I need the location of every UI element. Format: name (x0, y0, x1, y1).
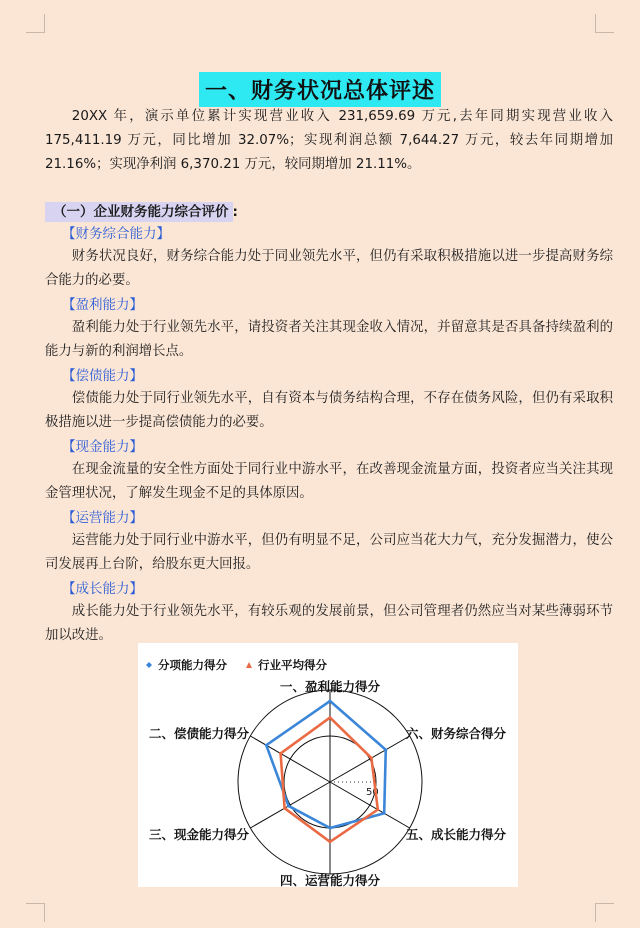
tick-label-50: 50 (366, 787, 379, 798)
crop-mark-bottom-right (595, 903, 614, 922)
axis-label-5: 三、现金能力得分 (148, 827, 250, 842)
series-2-point-4 (329, 840, 332, 843)
section-heading-text: （一）企业财务能力综合评价 (45, 202, 233, 222)
crop-mark-top-left (26, 14, 45, 33)
radar-chart (138, 643, 518, 887)
series-2-point-6 (279, 752, 282, 755)
axis-label-6: 二、偿债能力得分 (148, 726, 250, 741)
axis-line-2 (330, 736, 410, 782)
radar-chart-svg (138, 643, 518, 887)
tag-growth: 【成长能力】 (62, 581, 143, 597)
text-cash: 在现金流量的安全性方面处于同行业中游水平，在改善现金流量方面，投资者应当关注其现金管理状况，了解发生现金不足的具体原因。 (45, 462, 613, 501)
legend-marker-2 (246, 662, 252, 668)
intro-paragraph: 20XX 年，演示单位累计实现营业收入 231,659.69 万元,去年同期实现营业收入 175,411.19 万元，同比增加 32.07%；实现利润总额 7,644.27 万元，较去年同期增加 21.16%；实现净利润 6,370.21 万元，较同期增加 21.11%。 (45, 109, 613, 172)
text-profitability: 盈利能力处于行业领先水平，请投资者关注其现金收入情况，并留意其是否具备持续盈利的能力与新的利润增长点。 (45, 320, 613, 359)
text-solvency: 偿债能力处于同行业领先水平，自有资本与债务结构合理，不存在债务风险，但仍有采取积极措施以进一步提高偿债能力的必要。 (45, 391, 613, 430)
tag-solvency: 【偿债能力】 (62, 368, 143, 384)
series-1-point-5 (287, 804, 290, 807)
text-financial-overall: 财务状况良好，财务综合能力处于同业领先水平，但仍有采取积极措施以进一步提高财务综合能力的必要。 (45, 249, 613, 288)
series-1-point-4 (329, 827, 332, 830)
legend-label-2: 行业平均得分 (258, 658, 327, 672)
axis-line-6 (250, 736, 330, 782)
tag-operation: 【运营能力】 (62, 510, 143, 526)
crop-mark-top-right (595, 14, 614, 33)
legend-marker-1 (146, 662, 152, 668)
axis-label-2: 六、财务综合得分 (405, 726, 507, 741)
axis-label-3: 五、成长能力得分 (405, 827, 507, 842)
legend-label-1: 分项能力得分 (158, 658, 227, 672)
axis-label-4: 四、运营能力得分 (279, 873, 381, 887)
series-1-point-6 (265, 744, 268, 747)
series-2-point-3 (376, 808, 379, 811)
axis-label-1: 一、盈利能力得分 (279, 679, 381, 694)
series-1-point-2 (384, 748, 387, 751)
crop-mark-bottom-left (26, 903, 45, 922)
series-2-point-1 (329, 716, 332, 719)
series-1-point-3 (383, 812, 386, 815)
tag-cash: 【现金能力】 (62, 439, 143, 455)
section-heading-colon: : (232, 204, 238, 220)
title-container (0, 72, 640, 107)
text-operation: 运营能力处于同行业中游水平，但仍有明显不足，公司应当花大力气，充分发掘潜力，使公司发展再上台阶，给股东更大回报。 (45, 533, 613, 572)
series-2-point-2 (370, 757, 373, 760)
tag-financial-overall: 【财务综合能力】 (62, 226, 170, 242)
section-heading (45, 200, 238, 220)
text-growth: 成长能力处于行业领先水平，有较乐观的发展前景，但公司管理者仍然应当对某些薄弱环节加以改进。 (45, 604, 613, 643)
series-1-point-1 (329, 700, 332, 703)
series-2-point-5 (283, 807, 286, 810)
tag-profitability: 【盈利能力】 (62, 297, 143, 313)
page-title: 一、财务状况总体评述 (199, 72, 441, 107)
